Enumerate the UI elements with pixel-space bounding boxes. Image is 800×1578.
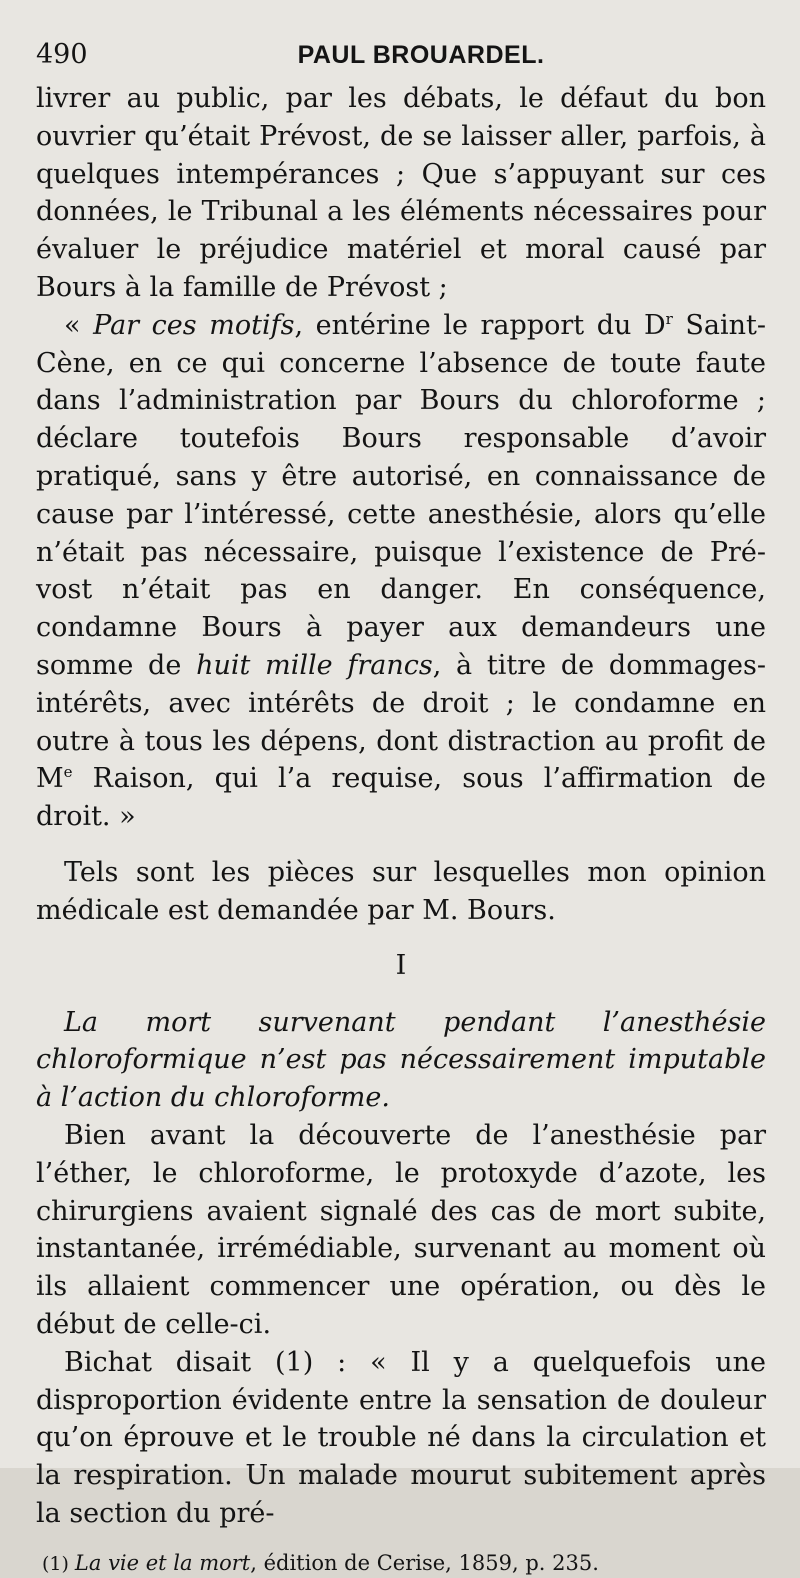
paragraph-pieces: Tels sont les pièces sur lesquelles mon opinion médicale est demandée par M. Bours. [36, 856, 766, 926]
paragraph-history: Bien avant la découverte de l’anesthésie par l’éther, le chloroforme, le protoxyde d’azote, les chirurgiens avaient signalé des cas de mort subite, instantanée, irrémédiable, survenant au moment où ils allaient commencer une opération, ou dès le début de celle-ci. [36, 1119, 766, 1340]
paragraph-judgment: « Par ces motifs, entérine le rapport du $D^r$ Saint-Cène, en ce qui concerne l’absence de toute faute dans l’administration par Bours du chloroforme ; déclare toutefois Bours responsable d’avoir pratiqué, sans y être autorisé, en connaissance de cause par l’intéressé, cette anesthésie, alors qu’elle n’était pas nécessaire, puisque l’existence de Prévost n’était pas en danger. En conséquence, condamne Bours à payer aux demandeurs une somme de huit mille francs, à titre de dommages-intérêts, avec intérêts de droit ; le condamne en outre à tous les dépens, dont distraction au profit de Me Raison, qui l’a requise, sous l’affirmation de droit. » [36, 309, 767, 833]
page-body [36, 80, 766, 1533]
running-head: PAUL BROUARDEL. [297, 41, 545, 69]
superscript: r [665, 309, 673, 328]
superscript: e [63, 763, 73, 782]
footnote-title: La vie et la mort [74, 1550, 251, 1575]
paragraph-bichat: Bichat disait (1) : « Il y a quelquefois une disproportion évidente entre la sensation de douleur qu’on éprouve et le trouble né dans la circulation et la respiration. Un malade mourut subitement après la section du pré- [36, 1346, 766, 1529]
section-title: La mort survenant pendant l’anesthésie chloroformique n’est pas nécessairement imputable à l’action du chloroforme. [36, 1006, 766, 1114]
page-header [36, 30, 766, 80]
page-number: 490 [36, 39, 88, 70]
paragraph-continuation: livrer au public, par les débats, le défaut du bon ouvrier qu’était Prévost, de se laisser aller, parfois, à quelques intempérances ; Que s’appuyant sur ces données, le Tribunal a les éléments nécessaires pour évaluer le préjudice matériel et moral causé par Bours à la famille de Prévost ; [36, 83, 766, 303]
footnote [36, 1549, 766, 1578]
footnote-text: , édition de Cerise, 1859, p. 235. [250, 1550, 599, 1575]
section-number: I [395, 949, 407, 981]
italic-phrase: huit mille francs [196, 649, 433, 681]
italic-phrase: Par ces motifs [93, 309, 295, 341]
footnote-marker: (1) [42, 1552, 69, 1575]
